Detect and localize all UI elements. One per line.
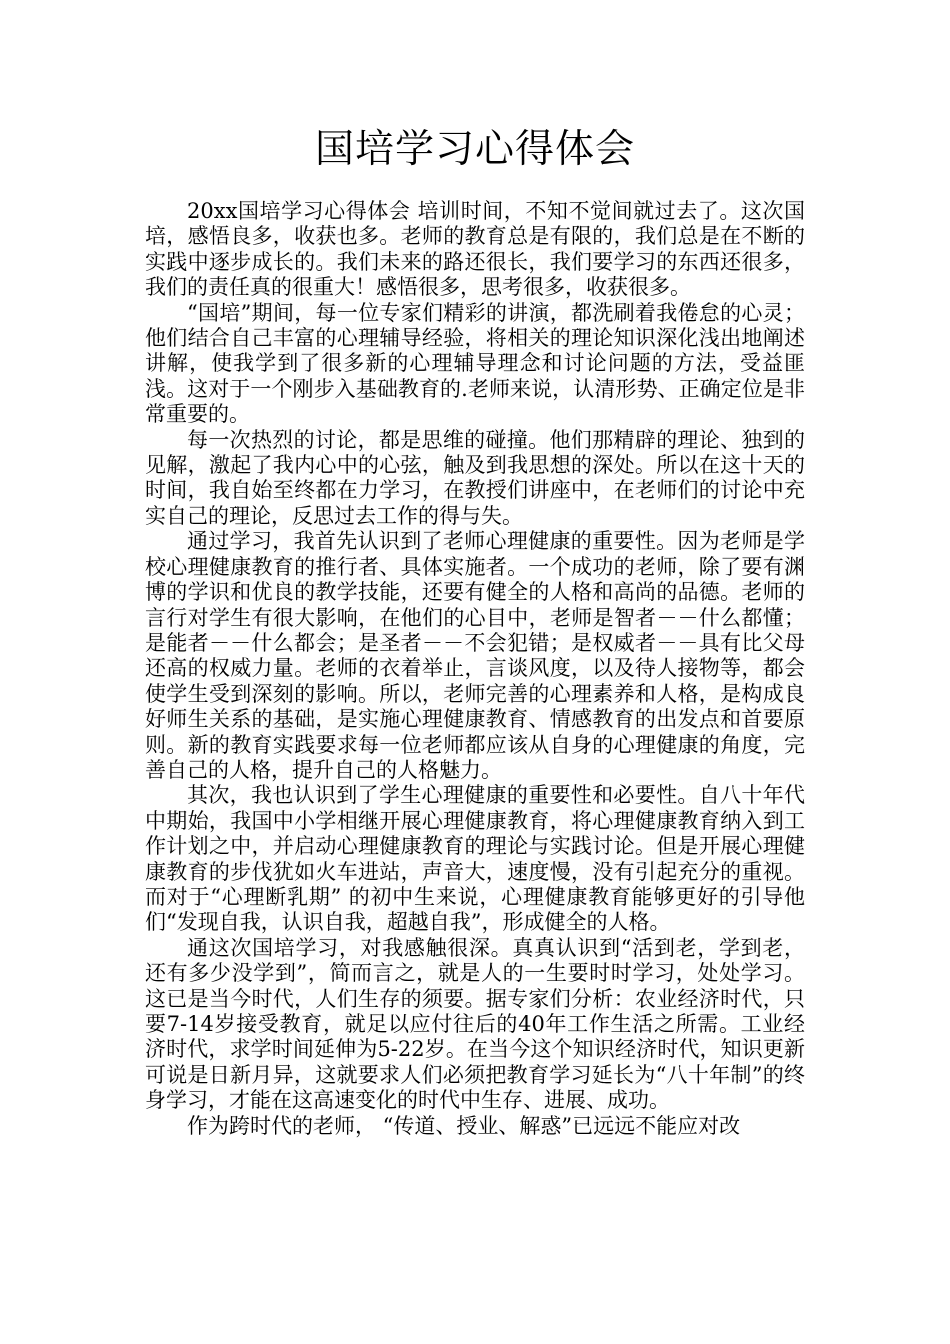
paragraph: 其次，我也认识到了学生心理健康的重要性和必要性。自八十年代中期始，我国中小学相继开展心理健康教育，将心理健康教育纳入到工作计划之中，并启动心理健康教育的理论与实践讨论。但是开展心理健康教育的步伐犹如火车进站，声音大，速度慢，没有引起充分的重视。而对于“心理断乳期” 的初中生来说，心理健康教育能够更好的引导他们“发现自我，认识自我，超越自我”，形成健全的人格。	[145, 783, 805, 935]
paragraph: 作为跨时代的老师， “传道、授业、解惑”已远远不能应对改	[187, 1113, 741, 1138]
document-title: 国培学习心得体会	[314, 127, 635, 172]
paragraph: “国培”期间，每一位专家们精彩的讲演，都洗刷着我倦怠的心灵；他们结合自己丰富的心理辅导经验，将相关的理论知识深化浅出地阐述讲解，使我学到了很多新的心理辅导理念和讨论问题的方法，受益匪浅。这对于一个刚步入基础教育的.老师来说，认清形势、正确定位是非常重要的。	[145, 300, 805, 427]
document-body	[145, 199, 805, 1139]
paragraph: 通这次国培学习，对我感触很深。真真认识到“活到老，学到老，还有多少没学到”，简而言之，就是人的一生要时时学习，处处学习。这已是当今时代，人们生存的须要。据专家们分析：农业经济时代，只要7-14岁接受教育，就足以应付往后的40年工作生活之所需。工业经济时代，求学时间延伸为5-22岁。在当今这个知识经济时代，知识更新可说是日新月异，这就要求人们必须把教育学习延长为“八十年制”的终身学习，才能在这高速变化的时代中生存、进展、成功。	[145, 935, 805, 1113]
paragraph: 每一次热烈的讨论，都是思维的碰撞。他们那精辟的理论、独到的见解，激起了我内心中的心弦，触及到我思想的深处。所以在这十天的时间，我自始至终都在力学习，在教授们讲座中，在老师们的讨论中充实自己的理论，反思过去工作的得与失。	[145, 427, 805, 528]
paragraph: 20xx国培学习心得体会 培训时间，不知不觉间就过去了。这次国培，感悟良多，收获也多。老师的教育总是有限的，我们总是在不断的实践中逐步成长的。我们未来的路还很长，我们要学习的东西还很多，我们的责任真的很重大！感悟很多，思考很多，收获很多。	[145, 199, 805, 300]
paragraph: 通过学习，我首先认识到了老师心理健康的重要性。因为老师是学校心理健康教育的推行者、具体实施者。一个成功的老师，除了要有渊博的学识和优良的教学技能，还要有健全的人格和高尚的品德。老师的言行对学生有很大影响，在他们的心目中，老师是智者－－什么都懂；是能者－－什么都会；是圣者－－不会犯错；是权威者－－具有比父母还高的权威力量。老师的衣着举止，言谈风度，以及待人接物等，都会使学生受到深刻的影响。所以，老师完善的心理素养和人格，是构成良好师生关系的基础，是实施心理健康教育、情感教育的出发点和首要原则。新的教育实践要求每一位老师都应该从自身的心理健康的角度，完善自己的人格，提升自己的人格魅力。	[145, 529, 805, 782]
